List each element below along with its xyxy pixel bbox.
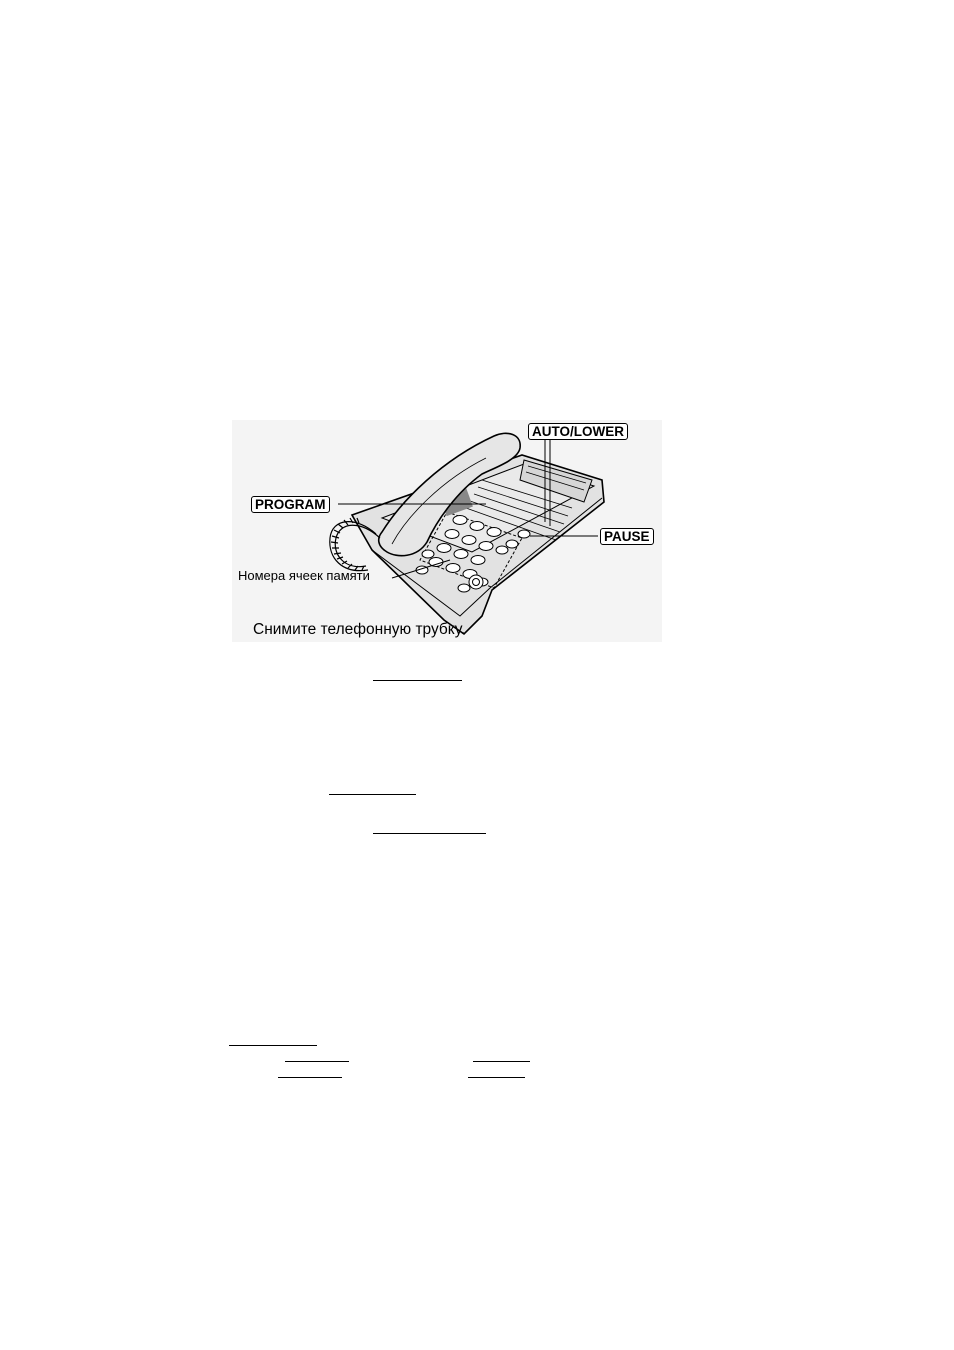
- underline-rule-4: [229, 1045, 317, 1046]
- underline-rule-3: [373, 833, 486, 834]
- figure-caption: Снимите телефонную трубку.: [253, 621, 466, 638]
- telephone-figure: [232, 420, 662, 642]
- underline-rule-7: [278, 1077, 342, 1078]
- telephone-illustration: [232, 420, 662, 642]
- program-key-label: PROGRAM: [251, 496, 330, 513]
- memory-cells-label: Номера ячеек памяти: [238, 568, 370, 583]
- underline-rule-6: [473, 1061, 530, 1062]
- underline-rule-1: [373, 680, 462, 681]
- underline-rule-5: [285, 1061, 349, 1062]
- auto-lower-key-label: AUTO/LOWER: [528, 423, 628, 440]
- underline-rule-8: [468, 1077, 525, 1078]
- underline-rule-2: [329, 794, 416, 795]
- pause-key-label: PAUSE: [600, 528, 654, 545]
